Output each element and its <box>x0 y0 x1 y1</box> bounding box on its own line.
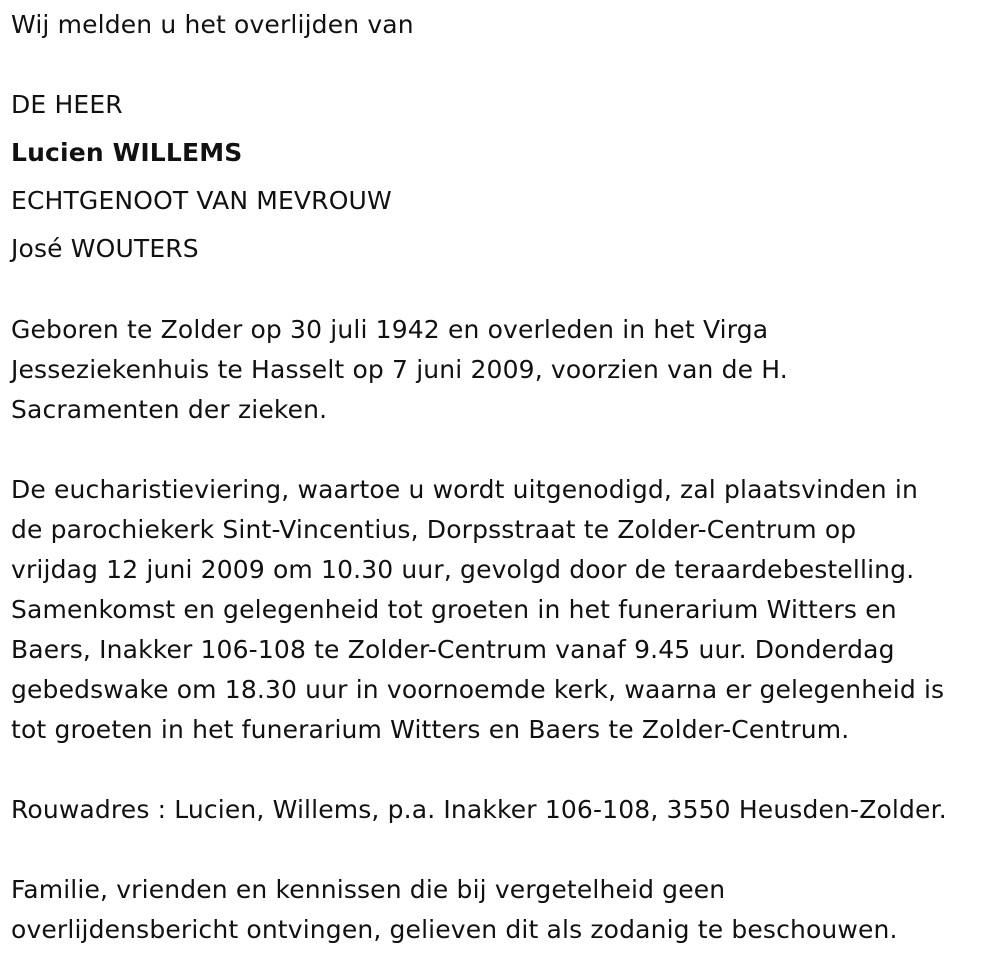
paragraph-line: tot groeten in het funerarium Witters en Baers te Zolder-Centrum. <box>11 715 850 744</box>
paragraph-line: Geboren te Zolder op 30 juli 1942 en overleden in het Virga <box>11 315 769 344</box>
paragraph-line: Familie, vrienden en kennissen die bij vergetelheid geen <box>11 875 726 904</box>
mourning-address <box>11 790 996 830</box>
paragraph-line: Jesseziekenhuis te Hasselt op 7 juni 2009, voorzien van de H. <box>11 355 788 384</box>
paragraph-line: Baers, Inakker 106-108 te Zolder-Centrum vanaf 9.45 uur. Donderdag <box>11 635 895 664</box>
deceased-name: Lucien WILLEMS <box>11 138 243 167</box>
title-de-heer: DE HEER <box>11 90 123 119</box>
relation-label: ECHTGENOOT VAN MEVROUW <box>11 186 392 215</box>
paragraph-line: de parochiekerk Sint-Vincentius, Dorpsstraat te Zolder-Centrum op <box>11 515 857 544</box>
paragraph-line: De eucharistieviering, waartoe u wordt uitgenodigd, zal plaatsvinden in <box>11 475 918 504</box>
paragraph-line: overlijdensbericht ontvingen, gelieven dit als zodanig te beschouwen. <box>11 915 898 944</box>
intro-text: Wij melden u het overlijden van <box>11 10 414 39</box>
ceremony-paragraph <box>11 470 996 750</box>
paragraph-line: Samenkomst en gelegenheid tot groeten in het funerarium Witters en <box>11 595 897 624</box>
paragraph-line: gebedswake om 18.30 uur in voornoemde kerk, waarna er gelegenheid is <box>11 675 945 704</box>
closing-paragraph <box>11 870 996 950</box>
paragraph-line: vrijdag 12 juni 2009 om 10.30 uur, gevolgd door de teraardebestelling. <box>11 555 915 584</box>
paragraph-line: Rouwadres : Lucien, Willems, p.a. Inakker 106-108, 3550 Heusden-Zolder. <box>11 795 947 824</box>
paragraph-line: Sacramenten der zieken. <box>11 395 328 424</box>
birth-death-paragraph <box>11 310 996 430</box>
spouse-name: José WOUTERS <box>11 234 199 263</box>
